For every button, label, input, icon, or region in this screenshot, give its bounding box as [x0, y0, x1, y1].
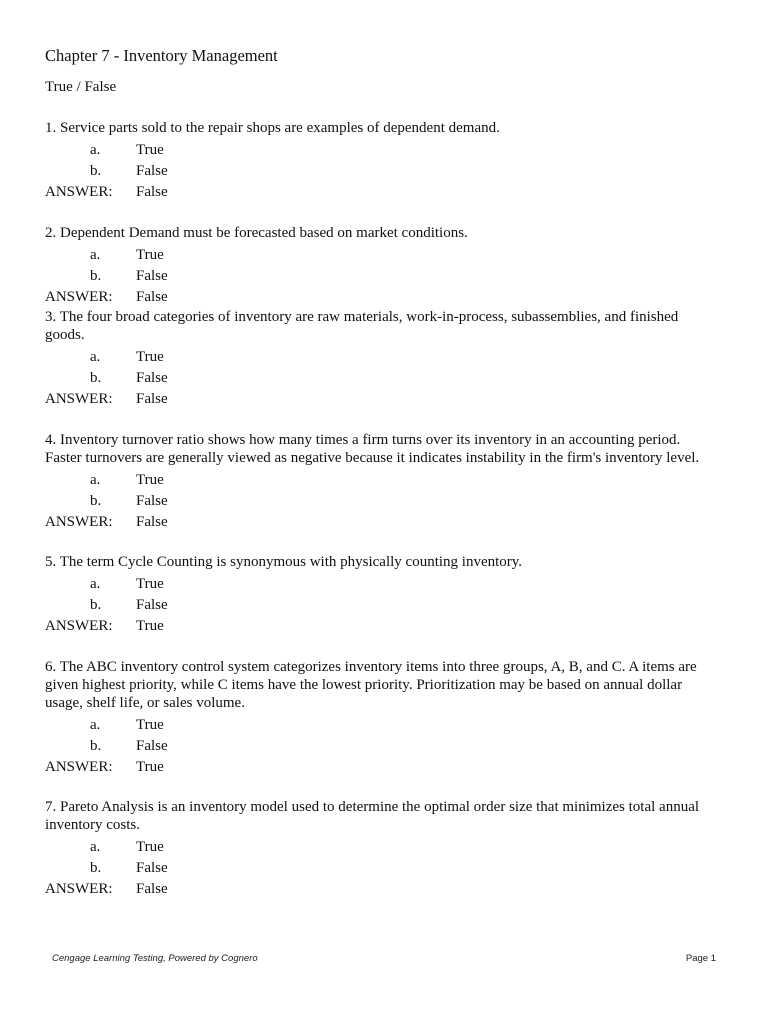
option-b [45, 595, 715, 616]
option-letter: b. [90, 163, 102, 179]
option-label: False [136, 370, 168, 386]
answer-value: False [136, 289, 168, 305]
option-a [45, 837, 715, 858]
option-label: True [136, 247, 164, 263]
option-letter: a. [90, 142, 101, 158]
question-4 [45, 431, 715, 533]
option-b [45, 736, 715, 757]
answer-value: False [136, 391, 168, 407]
option-label: True [136, 576, 164, 592]
option-letter: b. [90, 493, 102, 509]
answer-row [45, 182, 715, 203]
page-title: Chapter 7 - Inventory Management [45, 46, 278, 65]
option-label: False [136, 493, 168, 509]
question-text: 5. The term Cycle Counting is synonymous with physically counting inventory. [45, 554, 523, 570]
option-label: False [136, 860, 168, 876]
option-label: True [136, 349, 164, 365]
option-letter: a. [90, 349, 101, 365]
option-b [45, 266, 715, 287]
answer-row [45, 616, 715, 637]
option-letter: b. [90, 738, 102, 754]
answer-row [45, 757, 715, 778]
answer-row [45, 879, 715, 900]
question-text: 1. Service parts sold to the repair shops are examples of dependent demand. [45, 120, 500, 136]
option-letter: b. [90, 860, 102, 876]
option-label: False [136, 163, 168, 179]
option-letter: b. [90, 370, 102, 386]
answer-value: False [136, 184, 168, 200]
answer-value: True [136, 618, 164, 634]
answer-label: ANSWER: [45, 759, 113, 775]
question-text: 6. The ABC inventory control system categorizes inventory items into three groups, A, B, and C. A items are given highest priority, while C items have the lowest priority. Prioritization may be based on annual dollar usage, shelf life, or sales volume. [45, 659, 697, 711]
question-5 [45, 553, 715, 637]
option-a [45, 245, 715, 266]
option-label: True [136, 142, 164, 158]
question-text: 3. The four broad categories of inventory are raw materials, work-in-process, subassemblies, and finished goods. [45, 309, 679, 343]
answer-label: ANSWER: [45, 289, 113, 305]
option-letter: a. [90, 247, 101, 263]
option-b [45, 368, 715, 389]
option-a [45, 574, 715, 595]
option-a [45, 347, 715, 368]
question-text: 7. Pareto Analysis is an inventory model used to determine the optimal order size that minimizes total annual inventory costs. [45, 799, 700, 833]
answer-row [45, 287, 715, 308]
answer-value: False [136, 881, 168, 897]
answer-row [45, 389, 715, 410]
option-b [45, 491, 715, 512]
section-heading: True / False [45, 79, 117, 95]
question-7 [45, 798, 715, 900]
option-a [45, 470, 715, 491]
option-label: True [136, 839, 164, 855]
question-text: 2. Dependent Demand must be forecasted based on market conditions. [45, 225, 468, 241]
answer-row [45, 512, 715, 533]
option-letter: a. [90, 717, 101, 733]
option-a [45, 715, 715, 736]
page-number: Page 1 [685, 953, 716, 964]
answer-value: False [136, 514, 168, 530]
option-b [45, 858, 715, 879]
question-1 [45, 119, 715, 203]
answer-value: True [136, 759, 164, 775]
option-label: True [136, 717, 164, 733]
footer-credit: Cengage Learning Testing, Powered by Cognero [52, 953, 258, 964]
option-letter: a. [90, 576, 101, 592]
answer-label: ANSWER: [45, 618, 113, 634]
option-label: False [136, 597, 168, 613]
option-letter: a. [90, 839, 101, 855]
option-letter: b. [90, 268, 102, 284]
option-label: True [136, 472, 164, 488]
answer-label: ANSWER: [45, 881, 113, 897]
answer-label: ANSWER: [45, 514, 113, 530]
option-b [45, 161, 715, 182]
option-label: False [136, 268, 168, 284]
option-label: False [136, 738, 168, 754]
option-letter: a. [90, 472, 101, 488]
question-2 [45, 224, 715, 308]
answer-label: ANSWER: [45, 184, 113, 200]
option-letter: b. [90, 597, 102, 613]
question-3 [45, 308, 715, 410]
question-6 [45, 658, 715, 778]
question-text: 4. Inventory turnover ratio shows how many times a firm turns over its inventory in an accounting period. Faster turnovers are generally viewed as negative because it indicates instability in the firm's inventory level. [45, 432, 700, 466]
option-a [45, 140, 715, 161]
answer-label: ANSWER: [45, 391, 113, 407]
